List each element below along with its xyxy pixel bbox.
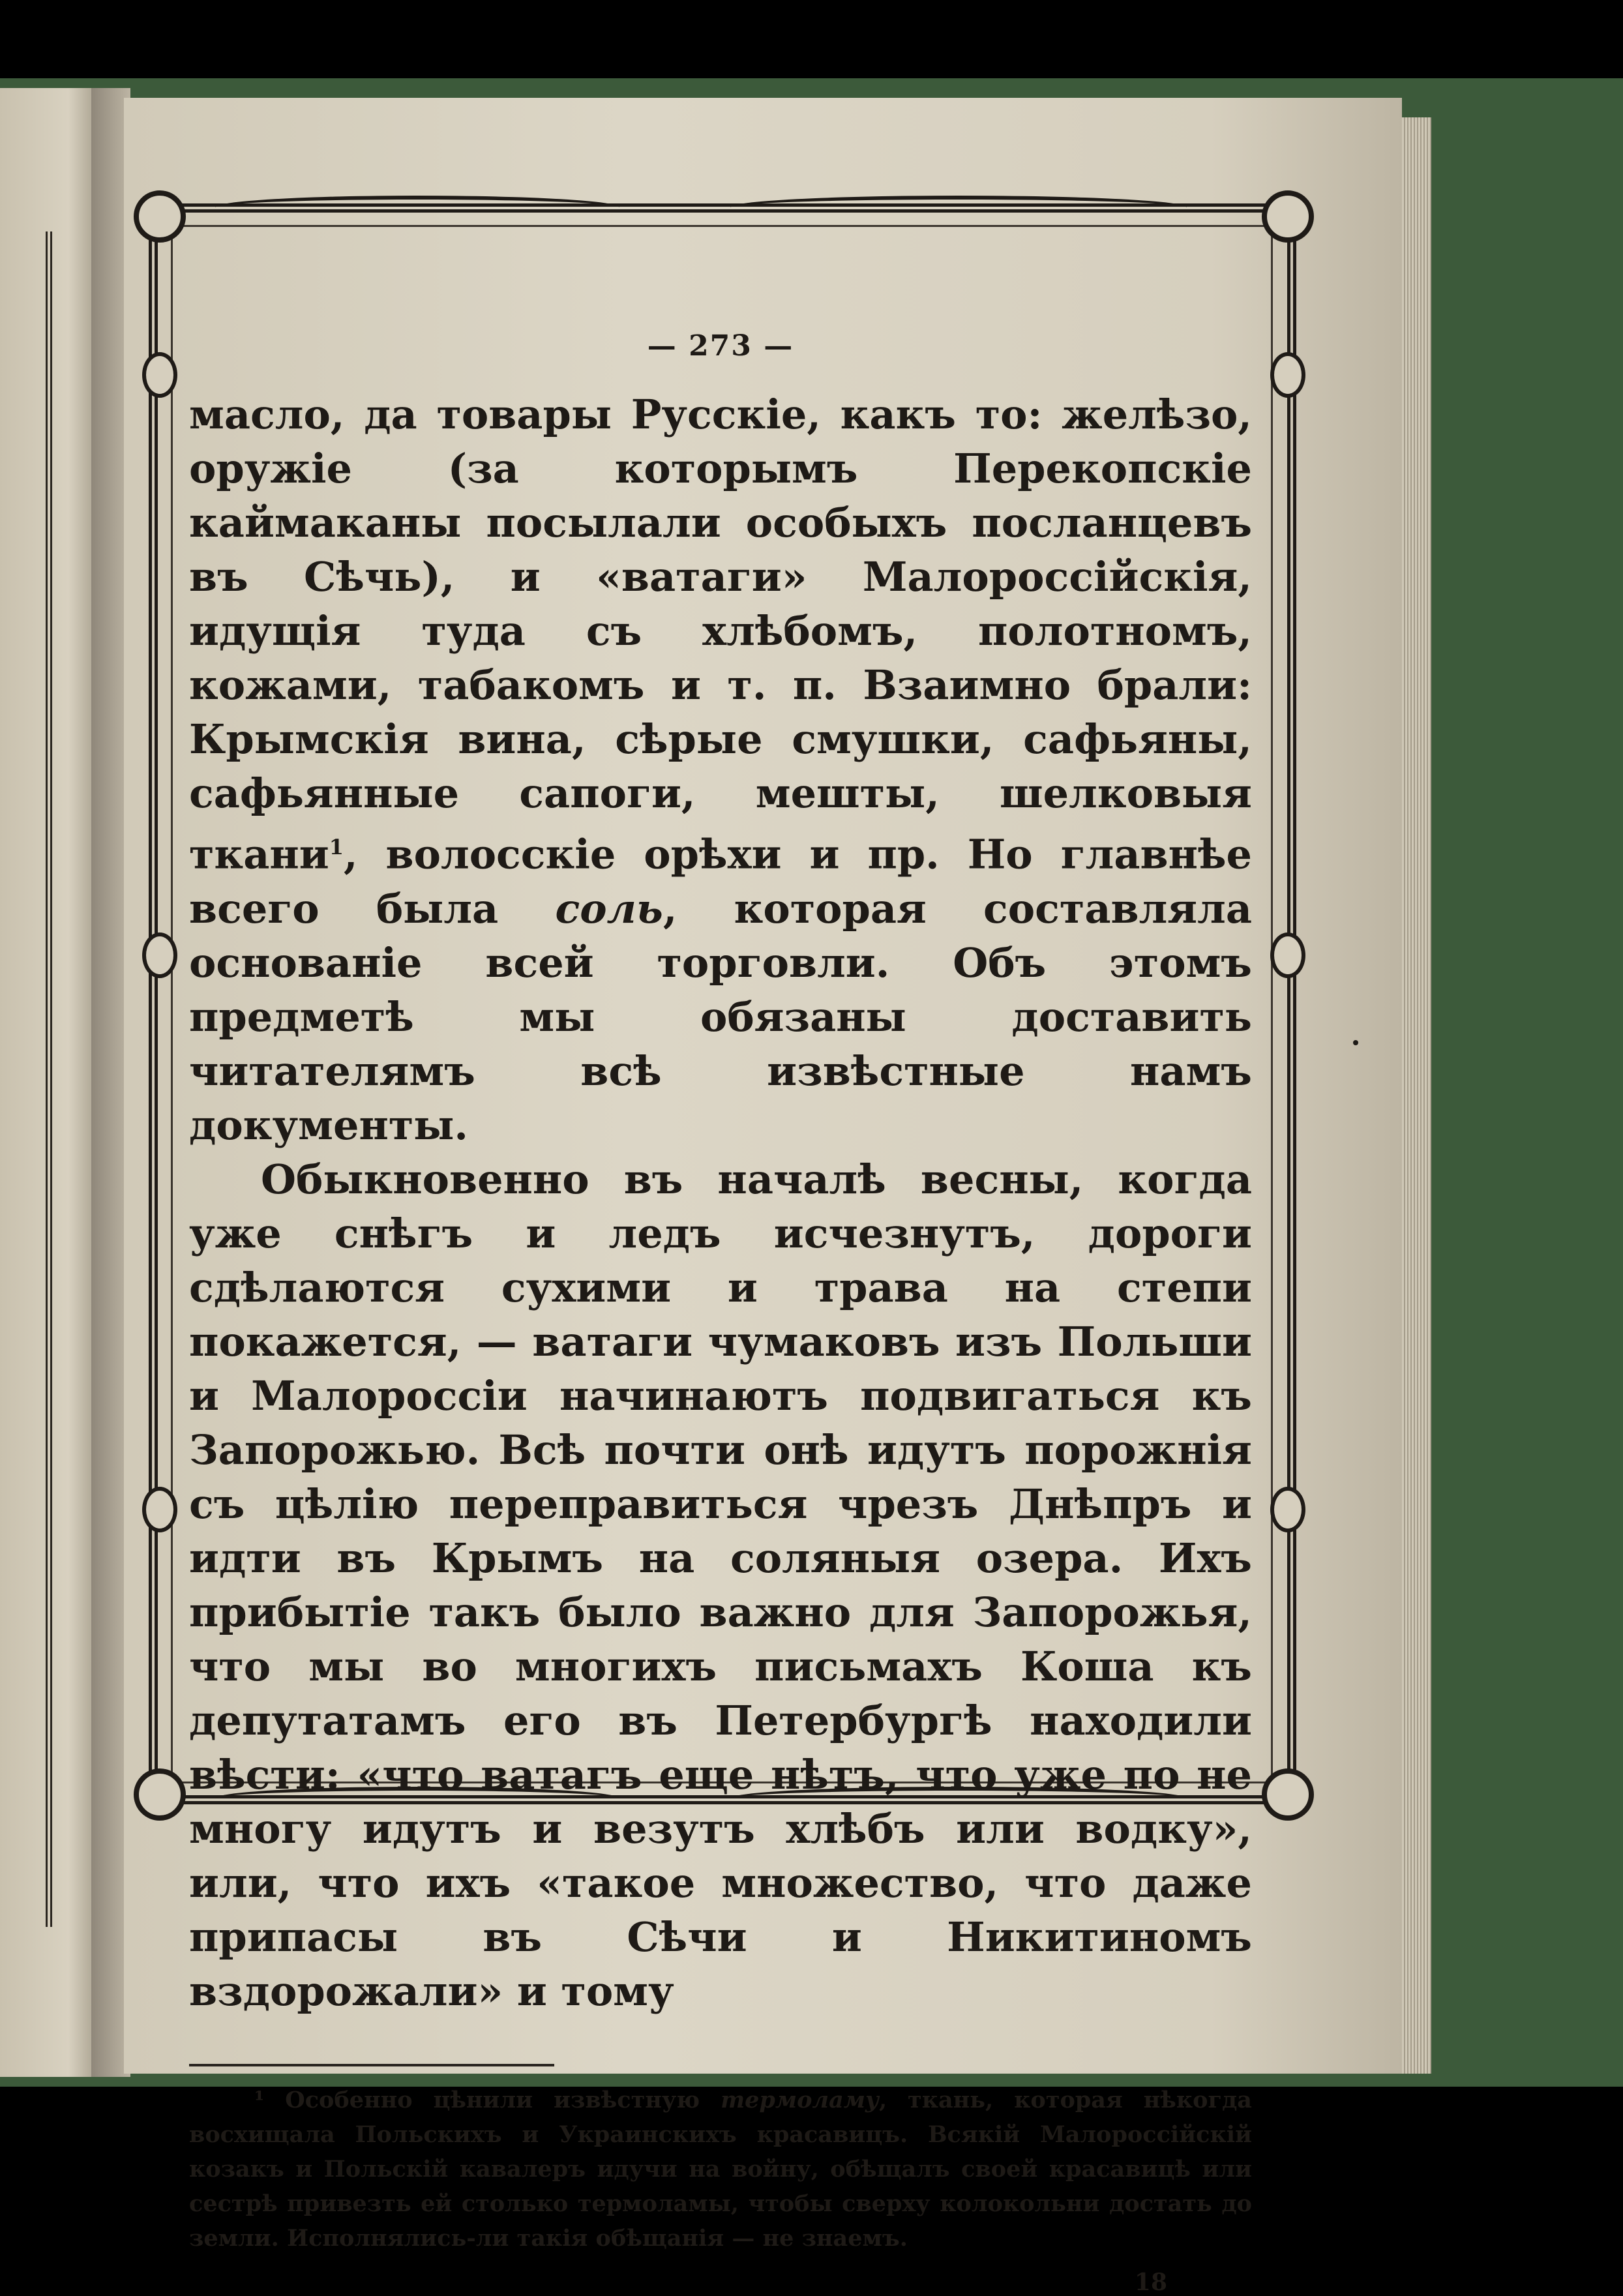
page-text-block bbox=[189, 248, 1252, 2296]
left-knot-1 bbox=[142, 352, 177, 398]
page-edges bbox=[1402, 117, 1431, 2074]
top-swirl-left bbox=[215, 196, 619, 219]
footnote-rule bbox=[189, 2064, 554, 2066]
book-cover-edge bbox=[1428, 78, 1623, 2087]
corner-ornament-top-right bbox=[1262, 190, 1314, 243]
footnote-text-b: , ткань, которая нѣкогда восхищала Польскихъ и Украинскихъ красавицъ. Всякій Малороссійскій козакъ и Польскій кавалеръ идучи на войну, обѣщалъ своей красавицѣ или сестрѣ привезть ей столько термоламы, чтобы сверху колокольни достать до земли. Исполнялись-ли такія обѣщанія — не знаемъ. bbox=[189, 2086, 1252, 2252]
top-swirl-right bbox=[730, 196, 1187, 219]
footnote bbox=[189, 2083, 1252, 2256]
right-knot-2 bbox=[1270, 932, 1305, 978]
page-number: — 273 — bbox=[647, 329, 794, 363]
paragraph-1-text-b: , волосскіе орѣхи и пр. Но главнѣе всего была bbox=[189, 830, 1252, 932]
corner-ornament-top-left bbox=[134, 190, 186, 243]
paragraph-1 bbox=[189, 387, 1252, 1152]
paragraph-1-italic: соль bbox=[555, 884, 663, 932]
left-page-ornament bbox=[7, 231, 52, 1927]
ink-speck bbox=[1353, 1040, 1358, 1045]
body-text bbox=[189, 387, 1252, 2018]
paragraph-1-text-a: масло, да товары Русскіе, какъ то: желѣзо, оружіе (за которымъ Перекопскіе каймаканы посылали особыхъ посланцевъ въ Сѣчь), и «ватаги» Малороссійскія, идущія туда съ хлѣбомъ, полотномъ, кожами, табакомъ и т. п. Взаимно брали: Крымскія вина, сѣрые смушки, сафьяны, сафьянные сапоги, мешты, шелковыя ткани bbox=[189, 391, 1252, 878]
left-knot-3 bbox=[142, 1487, 177, 1532]
left-page bbox=[0, 88, 98, 2077]
paragraph-1-text-c: , которая составляла основаніе всей торговли. Объ этомъ предметѣ мы обязаны доставить читателямъ всѣ извѣстные намъ документы. bbox=[189, 884, 1252, 1149]
right-knot-1 bbox=[1270, 352, 1305, 398]
footnote-text-a: Особенно цѣнили извѣстную bbox=[285, 2086, 721, 2113]
footnote-reference: 1 bbox=[329, 835, 344, 859]
right-knot-3 bbox=[1270, 1487, 1305, 1532]
paragraph-2: Обыкновенно въ началѣ весны, когда уже снѣгъ и ледъ исчезнутъ, дороги сдѣлаются сухими и трава на степи покажется, — ватаги чумаковъ изъ Польши и Малороссіи начинаютъ подвигаться къ Запорожью. Всѣ почти онѣ идутъ порожнія съ цѣлію переправиться чрезъ Днѣпръ и идти въ Крымъ на соляныя озера. Ихъ прибытіе такъ было важно для Запорожья, что мы во многихъ письмахъ Коша къ депутатамъ его въ Петербургѣ находили вѣсти: «что ватагъ еще нѣтъ, что уже по не многу идутъ и везутъ хлѣбъ или водку», или, что ихъ «такое множество, что даже припасы въ Сѣчи и Никитиномъ вздорожали» и тому bbox=[189, 1155, 1252, 2015]
corner-ornament-bottom-left bbox=[134, 1768, 186, 1821]
signature-mark: 18 bbox=[1134, 2268, 1167, 2296]
footnote-mark: ¹ bbox=[254, 2086, 265, 2113]
left-knot-2 bbox=[142, 932, 177, 978]
footnote-italic: термоламу bbox=[721, 2086, 879, 2113]
corner-ornament-bottom-right bbox=[1262, 1768, 1314, 1821]
